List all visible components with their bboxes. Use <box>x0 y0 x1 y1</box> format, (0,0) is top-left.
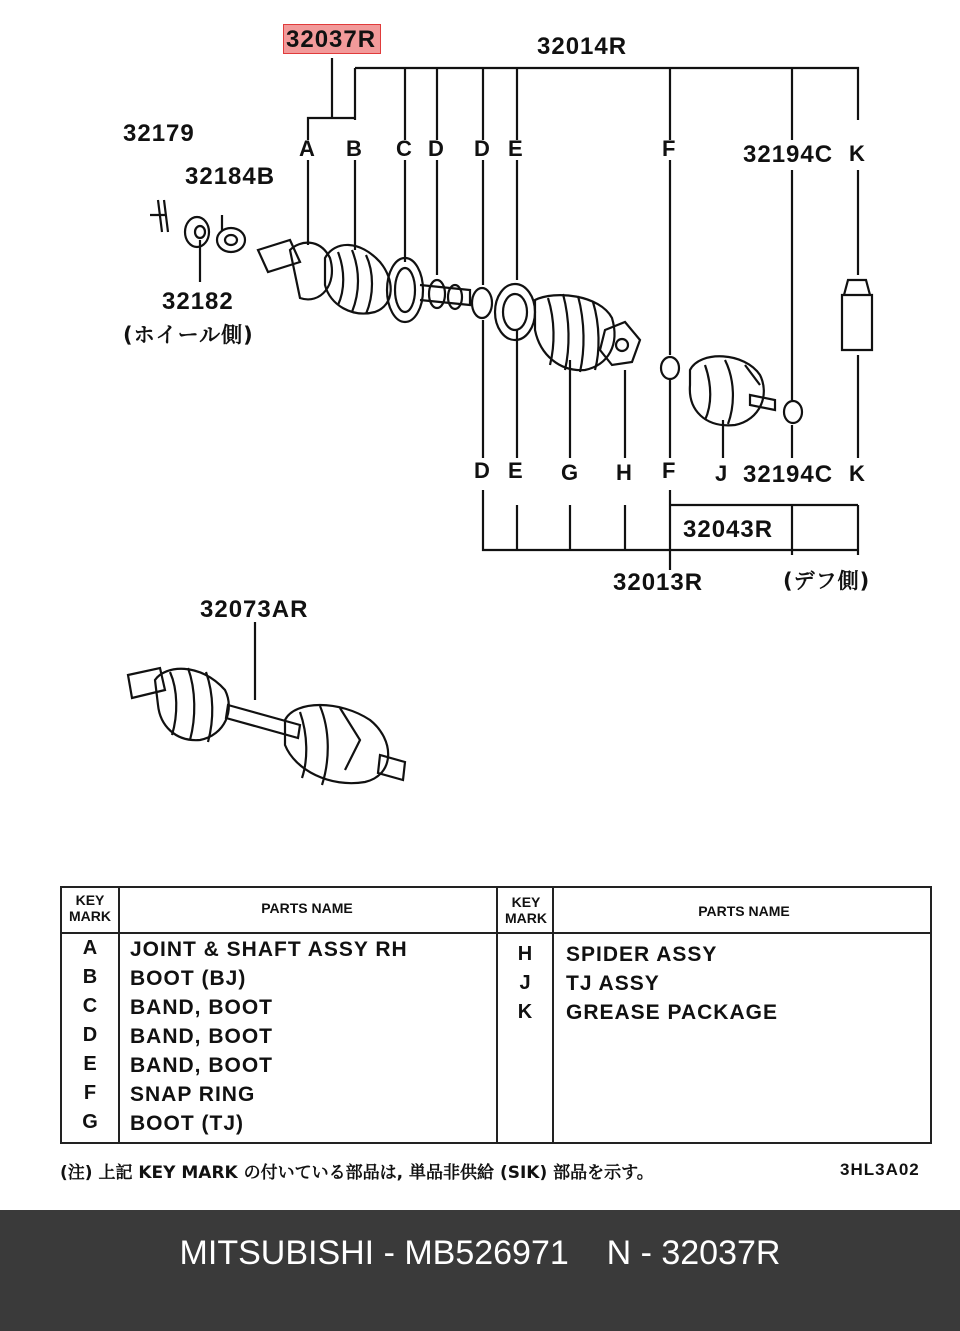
part-number-label: 32043R <box>683 516 774 543</box>
header-key-mark: KEY MARK <box>69 892 111 925</box>
table-row-mark: A <box>82 937 98 959</box>
diagram-code: 3HL3A02 <box>840 1160 920 1179</box>
table-row-mark: H <box>517 943 533 965</box>
wheel-side-label: (ホイール側) <box>123 323 254 347</box>
table-row-name: GREASE PACKAGE <box>566 1001 778 1024</box>
table-row-mark: G <box>82 1111 98 1133</box>
part-number-highlighted: 32037R <box>283 28 381 52</box>
table-row-name: BAND, BOOT <box>130 1054 273 1077</box>
table-divider <box>118 888 120 1142</box>
table-row-name: SNAP RING <box>130 1083 256 1106</box>
table-row-name: BAND, BOOT <box>130 996 273 1019</box>
header-parts-name: PARTS NAME <box>261 900 353 916</box>
spider-assy <box>600 322 640 365</box>
boot-tj <box>535 295 614 370</box>
part-number-label: 32014R <box>537 33 628 60</box>
table-header-rule <box>62 932 930 934</box>
key-mark-label: F <box>662 136 677 161</box>
part-number-label: 32013R <box>613 569 704 596</box>
key-mark-label: D <box>474 136 491 161</box>
band-e <box>495 284 535 340</box>
bracket-32014R <box>355 68 858 140</box>
table-row-name: JOINT & SHAFT ASSY RH <box>130 938 408 961</box>
key-mark-label: B <box>346 136 363 161</box>
footnote: (注) 上記 KEY MARK の付いている部品は, 単品非供給 (SIK) 部品を示す。 <box>60 1163 654 1183</box>
table-row-name: BOOT (TJ) <box>130 1112 244 1135</box>
axle-assembly <box>128 668 165 698</box>
part-number-label: 32194C <box>743 461 834 488</box>
key-mark-label: H <box>616 460 633 485</box>
table-row-mark: F <box>83 1082 97 1104</box>
grease-package <box>842 280 872 350</box>
table-row-name: BOOT (BJ) <box>130 967 247 990</box>
table-row-mark: D <box>82 1024 98 1046</box>
table-row-mark: C <box>82 995 98 1017</box>
key-mark-label: D <box>428 136 445 161</box>
table-row-name: SPIDER ASSY <box>566 943 718 966</box>
part-number-label: 32184B <box>185 163 276 190</box>
footer-bar <box>0 1210 960 1331</box>
key-mark-label: C <box>396 136 413 161</box>
key-mark-label: J <box>715 461 729 486</box>
diff-side-label: (デフ側) <box>783 569 871 593</box>
part-number-label: 32073AR <box>200 596 309 623</box>
bracket-32037R <box>308 58 355 140</box>
key-mark-label: K <box>849 461 866 486</box>
table-row-mark: E <box>83 1053 97 1075</box>
key-mark-label: G <box>561 460 580 485</box>
band-d <box>472 288 492 318</box>
part-number-label: 32182 <box>162 288 234 315</box>
key-mark-label: K <box>849 141 866 166</box>
table-row-mark: J <box>519 972 531 994</box>
parts-table <box>60 886 932 1144</box>
key-mark-label: E <box>508 136 524 161</box>
table-row-name: TJ ASSY <box>566 972 660 995</box>
key-mark-label: D <box>474 458 491 483</box>
part-number-label: 32179 <box>123 120 195 147</box>
part-number-label: 32194C <box>743 141 834 168</box>
table-row-mark: B <box>82 966 98 988</box>
table-row-name: BAND, BOOT <box>130 1025 273 1048</box>
footer-part-info: MITSUBISHI - MB526971 N - 32037R <box>179 1234 781 1272</box>
key-mark-label: E <box>508 458 524 483</box>
snap-ring <box>661 357 679 379</box>
washer-32184B <box>217 228 245 252</box>
table-row-mark: K <box>517 1001 533 1023</box>
header-parts-name: PARTS NAME <box>698 903 790 919</box>
header-key-mark: KEY MARK <box>505 894 547 927</box>
key-mark-label: F <box>662 458 677 483</box>
key-mark-label: A <box>299 136 316 161</box>
ring-32194c <box>784 401 802 423</box>
